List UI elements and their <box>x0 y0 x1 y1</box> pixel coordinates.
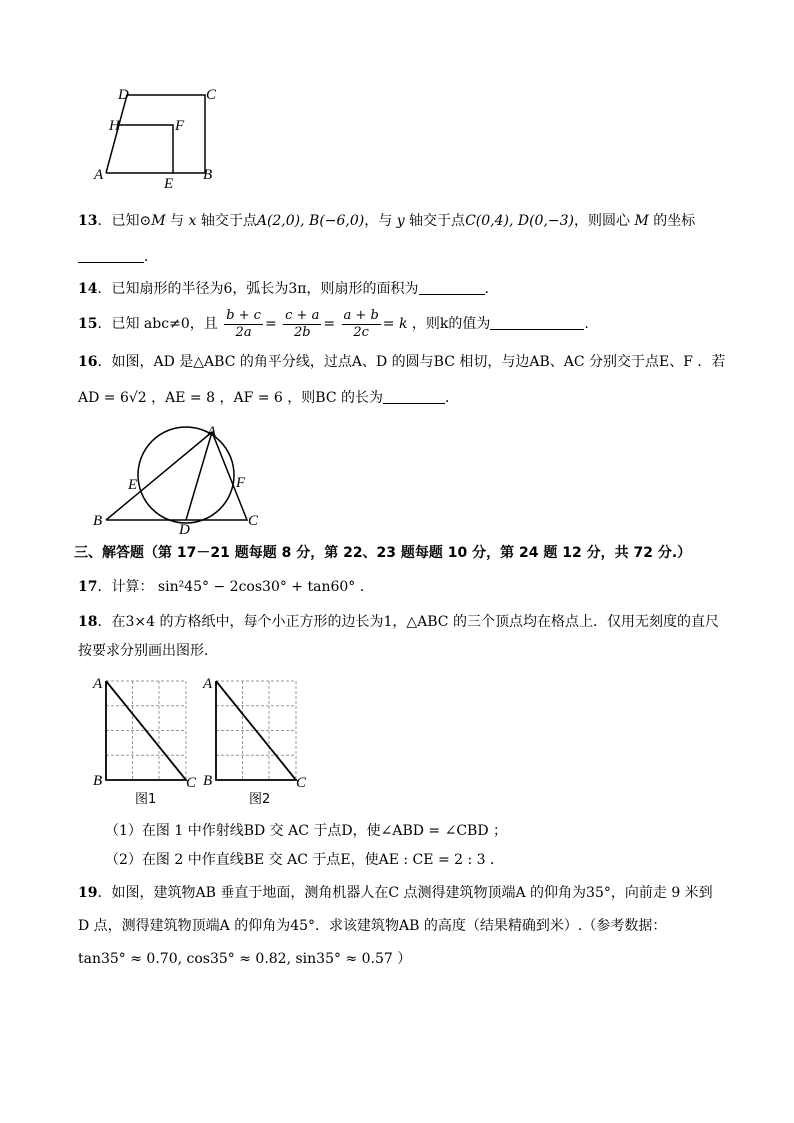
label-H: H <box>109 118 120 134</box>
label-E: E <box>164 176 174 192</box>
figure-quadrilateral <box>85 80 235 195</box>
question-16: 16．如图，AD 是△ABC 的角平分线，过点A、D 的圆与BC 相切，与边AB、AC 分别交于点E、F ．若 <box>78 354 726 370</box>
question-18-cont: 按要求分别画出图形． <box>78 643 218 659</box>
answer-blank[interactable] <box>419 280 485 295</box>
label-C: C <box>248 513 259 529</box>
label-F: F <box>236 475 246 491</box>
answer-line-13: ． <box>78 247 158 267</box>
question-15: 15．已知 abc≠0，且 $\frac{b + c}{2a}$ = $\frac{c + a}{2b}$ = $\frac{a + b}{2c}$ = k ，则k的值为 . <box>78 307 589 340</box>
question-18-part1: （1）在图 1 中作射线BD 交 AC 于点D，使∠ABD = ∠CBD ； <box>105 823 508 839</box>
caption-fig2: 图2 <box>249 792 271 807</box>
label-D: D <box>179 522 190 535</box>
label-B: B <box>93 773 103 789</box>
question-18: 18．在3×4 的方格纸中，每个小正方形的边长为1，△ABC 的三个顶点均在格点上．仅用无刻度的直尺 <box>78 614 719 630</box>
section-title: 三、解答题（第 17－21 题每题 8 分，第 22、23 题每题 10 分，第 24 题 12 分，共 72 分.） <box>74 545 692 561</box>
label-A: A <box>93 676 103 692</box>
label-C: C <box>186 775 197 791</box>
label-B: B <box>93 513 103 529</box>
question-number: 13 <box>78 213 98 229</box>
question-18-part2: （2）在图 2 中作直线BE 交 AC 于点E，使AE : CE = 2 : 3 ． <box>105 852 505 868</box>
grid-1 <box>106 681 186 780</box>
question-19-reference: tan35° ≈ 0.70, cos35° ≈ 0.82, sin35° ≈ 0.57 ） <box>78 951 412 967</box>
points-cd: C(0,4), D(0,−3) <box>465 213 575 229</box>
answer-blank[interactable] <box>383 389 445 404</box>
label-C: C <box>206 87 217 103</box>
answer-blank[interactable] <box>78 248 144 263</box>
label-A: A <box>207 424 217 440</box>
label-F: F <box>175 118 185 134</box>
question-13: 13．已知⊙M 与 x 轴交于点A(2,0), B(−6,0)，与 y 轴交于点C(0,4), D(0,−3)，则圆心 M 的坐标 <box>78 213 696 229</box>
label-C: C <box>296 775 307 791</box>
grid-2 <box>216 681 296 780</box>
question-17: 17．计算： sin²45° − 2cos30° + tan60° ． <box>78 579 374 595</box>
label-A: A <box>94 167 104 183</box>
label-E: E <box>128 477 138 493</box>
fraction-2: $\frac{c + a}{2b}$ <box>285 307 320 340</box>
question-14: 14．已知扇形的半径为6，弧长为3π，则扇形的面积为 . <box>78 281 489 297</box>
question-19-cont: D 点，测得建筑物顶端A 的仰角为45°．求该建筑物AB 的高度（结果精确到米）.（参考数据： <box>78 918 667 934</box>
label-D: D <box>118 87 129 103</box>
question-19: 19．如图，建筑物AB 垂直于地面，测角机器人在C 点测得建筑物顶端A 的仰角为35°，向前走 9 米到 <box>78 885 713 901</box>
label-B: B <box>203 773 213 789</box>
label-A: A <box>203 676 213 692</box>
question-16-cont: AD = 6√2 ，AE = 8 ，AF = 6 ，则BC 的长为 ． <box>78 390 459 406</box>
figure-grids <box>85 670 325 810</box>
answer-blank[interactable] <box>490 315 584 330</box>
fraction-3: $\frac{a + b}{2c}$ <box>343 307 379 340</box>
label-B: B <box>203 167 213 183</box>
fraction-1: $\frac{b + c}{2a}$ <box>226 307 261 340</box>
figure-triangle-circle <box>90 420 270 535</box>
points-ab: A(2,0), B(−6,0) <box>256 213 365 229</box>
caption-fig1: 图1 <box>135 792 157 807</box>
